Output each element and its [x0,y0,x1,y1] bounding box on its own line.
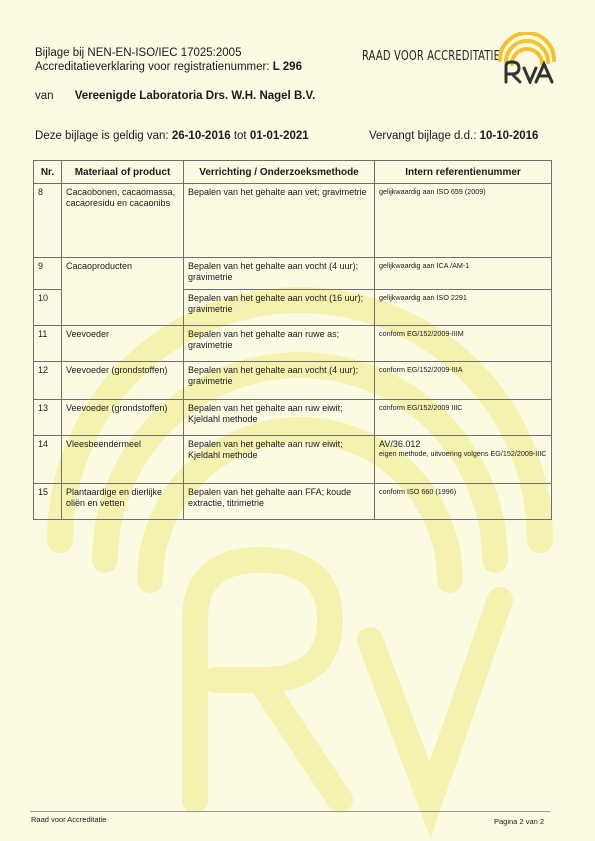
row-nr: 12 [34,362,62,400]
row-material: Veevoeder (grondstoffen) [62,400,184,436]
laboratory-name: Vereenigde Laboratoria Drs. W.H. Nagel B.V. [74,90,316,102]
row-nr: 9 [34,258,62,290]
footer-organization: Raad voor Accreditatie [31,815,107,824]
table-header-row [34,161,552,184]
row-nr: 13 [34,400,62,436]
table-row [34,362,552,400]
row-material: Veevoeder [62,326,184,362]
rva-logo [362,32,562,84]
row-method: Bepalen van het gehalte aan FFA; koude extractie, titrimetrie [184,484,375,520]
laboratory-line [35,90,315,102]
header-nr: Nr. [34,161,62,184]
row-method: Bepalen van het gehalte aan ruwe as; gravimetrie [184,326,375,362]
row-material: Cacaobonen, cacaomassa, cacaoresidu en cacaonibs [62,184,184,258]
row-reference-main: AV/36.012 [379,439,421,449]
row-reference: conform EG/152/2009 IIIC [375,400,552,436]
replaces-date: 10-10-2016 [479,130,539,142]
row-method: Bepalen van het gehalte aan vet; gravimetrie [184,184,375,258]
valid-to-date: 01-01-2021 [249,130,309,142]
row-method: Bepalen van het gehalte aan vocht (4 uur); gravimetrie [184,258,375,290]
annex-title: Bijlage bij NEN-EN-ISO/IEC 17025:2005 [35,47,242,59]
validity-line [35,130,550,142]
row-material: Veevoeder (grondstoffen) [62,362,184,400]
row-material: Plantaardige en dierlijke oliën en vetten [62,484,184,520]
row-method: Bepalen van het gehalte aan vocht (16 uur); gravimetrie [184,290,375,326]
registration-line [35,60,302,74]
row-reference: conform EG/152/2009-IIIM [375,326,552,362]
valid-from-date: 26-10-2016 [171,130,231,142]
row-nr: 10 [34,290,62,326]
table-row [34,400,552,436]
table-row [34,258,552,290]
row-nr: 8 [34,184,62,258]
van-label: van [35,90,54,102]
table-row [34,326,552,362]
row-material: Vleesbeendermeel [62,436,184,484]
table-row [34,484,552,520]
tot-label: tot [233,130,247,142]
row-method: Bepalen van het gehalte aan vocht (4 uur); gravimetrie [184,362,375,400]
registration-number: L 296 [272,61,302,73]
footer-divider [30,811,550,812]
row-reference: gelijkwaardig aan ISO 2291 [375,290,552,326]
row-reference-note: eigen methode, uitvoering volgens EG/152/2009-IIIC [379,449,547,458]
table-row [34,436,552,484]
row-nr: 14 [34,436,62,484]
validity-prefix: Deze bijlage is geldig van: [35,130,169,142]
header-method: Verrichting / Onderzoeksmethode [184,161,375,184]
rva-logo-mark-icon [492,32,562,84]
replaces-prefix: Vervangt bijlage d.d.: [369,130,477,142]
replaces-annex [369,130,538,142]
row-reference [375,436,552,484]
row-nr: 11 [34,326,62,362]
row-reference: conform ISO 660 (1996) [375,484,552,520]
registration-prefix: Accreditatieverklaring voor registratienummer: [35,61,270,73]
row-reference: gelijkwaardig aan ICA /AM-1 [375,258,552,290]
row-reference: gelijkwaardig aan ISO 659 (2009) [375,184,552,258]
row-method: Bepalen van het gehalte aan ruw eiwit; Kjeldahl methode [184,400,375,436]
accreditation-scope-table [33,160,552,520]
row-nr: 15 [34,484,62,520]
row-method: Bepalen van het gehalte aan ruw eiwit; Kjeldahl methode [184,436,375,484]
row-material: Cacaoproducten [62,258,184,326]
table-row [34,184,552,258]
row-reference: conform EG/152/2009-IIIA [375,362,552,400]
rva-logo-text: RAAD VOOR ACCREDITATIE [362,48,501,64]
header-reference: Intern referentienummer [375,161,552,184]
page-number: Pagina 2 van 2 [494,817,545,826]
header-material: Materiaal of product [62,161,184,184]
